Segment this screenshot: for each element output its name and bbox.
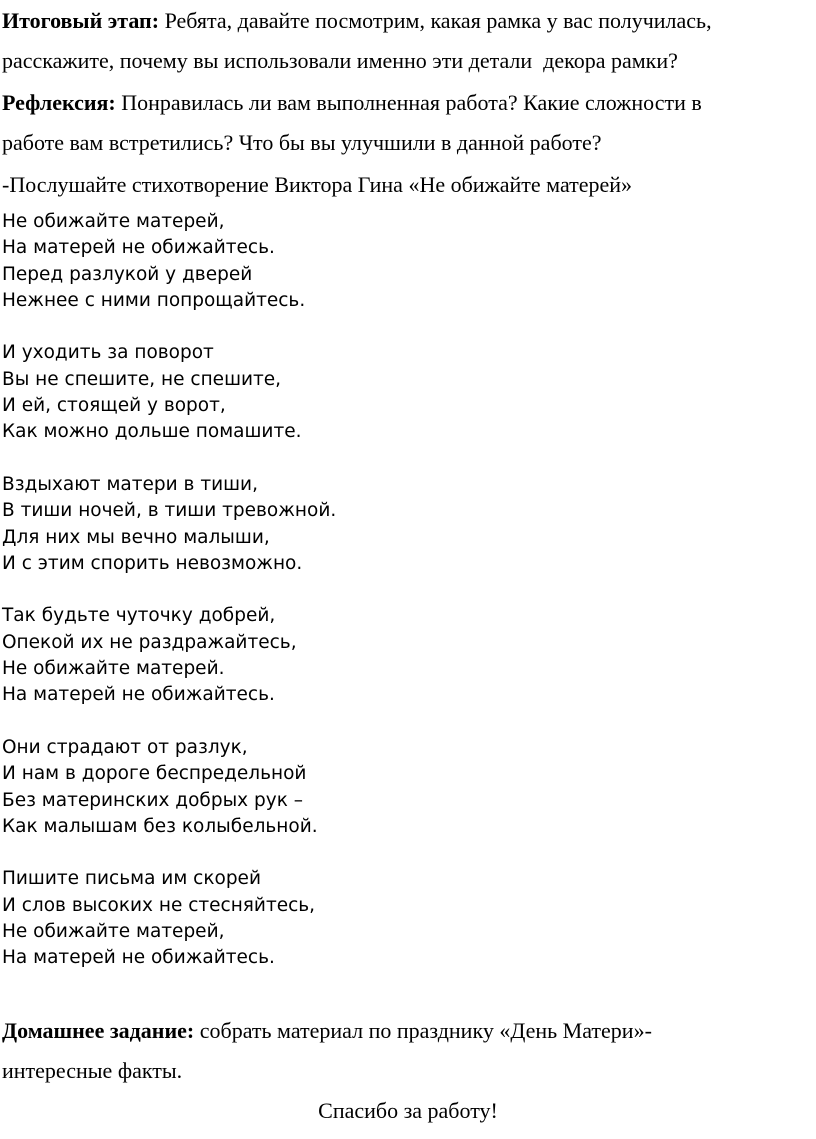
reflection-text-1: Понравилась ли вам выполненная работа? Какие сложности в xyxy=(121,90,702,115)
reflection-line-1 xyxy=(2,90,702,116)
homework-text-1: собрать материал по празднику «День Матери»- xyxy=(199,1018,652,1043)
poem xyxy=(2,209,336,972)
homework-line-1 xyxy=(2,1018,652,1044)
poem-line: Опекой их не раздражайтесь, xyxy=(2,631,297,653)
homework-text-2: интересные факты. xyxy=(2,1058,183,1083)
poem-line: В тиши ночей, в тиши тревожной. xyxy=(2,500,337,522)
poem-line: Они страдают от разлук, xyxy=(2,736,248,758)
thanks-closing: Спасибо за работу! xyxy=(318,1098,498,1123)
poem-line: Для них мы вечно малыши, xyxy=(2,526,270,548)
poem-line: И уходить за поворот xyxy=(2,342,214,364)
poem-line: Перед разлукой у дверей xyxy=(2,263,253,285)
poem-line: И с этим спорить невозможно. xyxy=(2,552,303,574)
reflection-text-2: работе вам встретились? Что бы вы улучшили в данной работе? xyxy=(2,130,602,155)
poem-line: Пишите письма им скорей xyxy=(2,868,261,890)
poem-line: И ей, стоящей у ворот, xyxy=(2,395,226,417)
poem-stanza xyxy=(2,735,336,840)
poem-line: Не обижайте матерей, xyxy=(2,921,225,943)
poem-line: Не обижайте матерей. xyxy=(2,658,225,680)
poem-stanza xyxy=(2,603,336,708)
homework-label: Домашнее задание: xyxy=(2,1018,195,1043)
poem-line: Как можно дольше помашите. xyxy=(2,421,302,443)
poem-line: Нежнее с ними попрощайтесь. xyxy=(2,289,306,311)
poem-line: Вздыхают матери в тиши, xyxy=(2,473,258,495)
poem-line: На матерей не обижайтесь. xyxy=(2,684,275,706)
poem-intro: -Послушайте стихотворение Виктора Гина «Не обижайте матерей» xyxy=(2,172,633,197)
poem-line: И слов высоких не стесняйтесь, xyxy=(2,894,316,916)
poem-line: Без материнских добрых рук – xyxy=(2,789,303,811)
final-stage-label: Итоговый этап: xyxy=(2,8,160,33)
poem-line: Вы не спешите, не спешите, xyxy=(2,368,282,390)
poem-line: Так будьте чуточку добрей, xyxy=(2,605,276,627)
final-stage-text-1: Ребята, давайте посмотрим, какая рамка у вас получилась, xyxy=(164,8,712,33)
final-stage-line-1 xyxy=(2,8,712,34)
reflection-label: Рефлексия: xyxy=(2,90,116,115)
poem-line: На матерей не обижайтесь. xyxy=(2,237,275,259)
poem-line: Не обижайте матерей, xyxy=(2,211,225,232)
poem-stanza xyxy=(2,209,336,314)
poem-stanza xyxy=(2,340,336,445)
poem-line: На матерей не обижайтесь. xyxy=(2,947,275,969)
poem-line: Как малышам без колыбельной. xyxy=(2,815,318,837)
poem-stanza xyxy=(2,866,336,971)
final-stage-text-2: расскажите, почему вы использовали именно эти детали декора рамки? xyxy=(2,48,678,73)
poem-line: И нам в дороге беспредельной xyxy=(2,763,307,785)
poem-stanza xyxy=(2,472,336,577)
